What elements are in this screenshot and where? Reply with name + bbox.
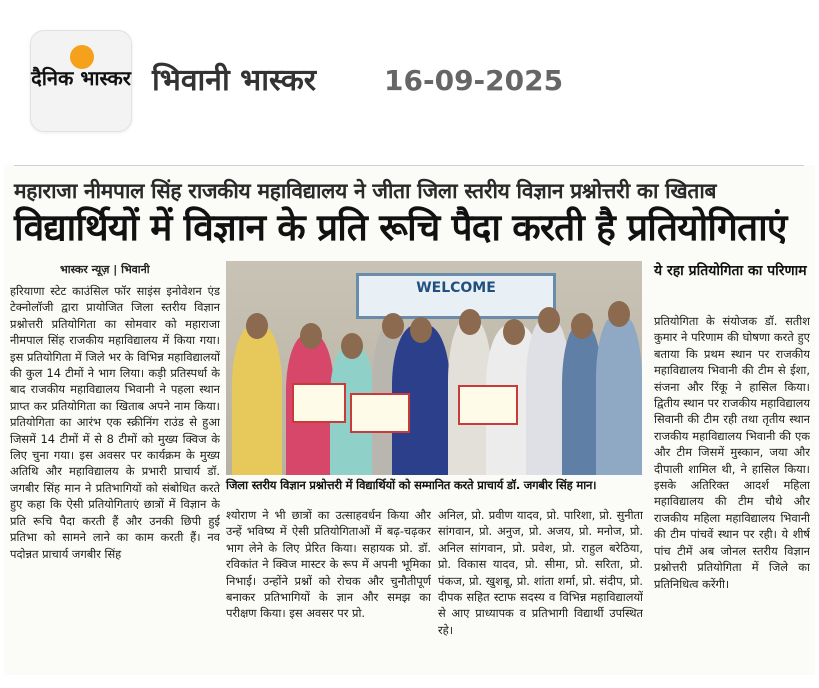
- certificate: [350, 393, 410, 433]
- certificate: [458, 385, 518, 425]
- person-head: [246, 313, 268, 339]
- certificate: [292, 383, 346, 423]
- article-column-4: प्रतियोगिता के संयोजक डॉ. सतीश कुमार ने परिणाम की घोषणा करते हुए बताया कि प्रथम स्थान पर राजकीय महाविद्यालय भिवानी की टीम से ईशा, संजना और रिंकू ने हासिल किया। द्वितीय स्थान पर राजकीय महाविद्यालय सिवानी की टीम रही तथा तृतीय स्थान राजकीय महाविद्यालय भिवानी की एक और टीम जिसमें मुस्कान, जया और दीपाली शामिल थी, ने हासिल किया। इसके अतिरिक्त आदर्श महिला महाविद्यालय की टीम चौथे और राजकीय महिला महाविद्यालय भिवानी की टीम पांचवें स्थान पर रही। ये शीर्ष पांच टीमें अब जोनल स्तरीय विज्ञान प्रश्नोत्तरी प्रतियोगिता में जिले का प्रतिनिधित्व करेंगी।: [654, 314, 810, 591]
- person-head: [538, 307, 560, 333]
- person-head: [459, 309, 481, 335]
- publication-date: 16-09-2025: [384, 64, 564, 97]
- person-head: [571, 313, 593, 339]
- person-head: [341, 333, 363, 359]
- article-column-1: हरियाणा स्टेट काउंसिल फॉर साइंस इनोवेशन एंड टेक्नोलॉजी द्वारा प्रायोजित जिला स्तरीय विज्ञान प्रश्नोत्तरी प्रतियोगिता का सोमवार को महाराजा नीमपाल सिंह राजकीय महाविद्यालय में किया गया। इस प्रतियोगिता में जिले भर के विभिन्न महाविद्यालयों की कुल 14 टीमों ने भाग लिया। कड़ी प्रतिस्पर्धा के बाद राजकीय महाविद्यालय भिवानी ने पहला स्थान प्राप्त कर प्रतियोगिता का खिताब अपने नाम किया। प्रतियोगिता का आरंभ एक स्क्रीनिंग राउंड से हुआ जिसमें 14 टीमों में से 8 टीमों को मुख्य क्विज के लिए चुना गया। इस अवसर पर कार्यक्रम के मुख्य अतिथि और महाविद्यालय के प्रभारी प्राचार्य डॉ. जगबीर सिंह मान ने प्रतिभागियों को संबोधित करते हुए कहा कि ऐसी प्रतियोगिताएं छात्रों में विज्ञान के प्रति रूचि पैदा करती हैं और उनकी छिपी हुई प्रतिभा को सामने लाने का काम करती हैं। नव पदोन्नत प्राचार्य जगबीर सिंह: [10, 284, 220, 561]
- person-head: [300, 323, 322, 349]
- news-photo: [226, 261, 642, 475]
- article-column-2: श्योराण ने भी छात्रों का उत्साहवर्धन किया और उन्हें भविष्य में ऐसी प्रतियोगिताओं में बढ़-चढ़कर भाग लेने के लिए प्रेरित किया। सहायक प्रो. डॉ. रविकांत ने क्विज मास्टर के रूप में अपनी भूमिका निभाई। उन्होंने प्रश्नों को रोचक और चुनौतीपूर्ण बनाकर प्रतिभागियों के ज्ञान और समझ का परीक्षण किया। इस अवसर पर प्रो.: [226, 508, 431, 621]
- person-figure: [596, 315, 642, 475]
- kicker-headline: महाराजा नीमपाल सिंह राजकीय महाविद्यालय ने जीता जिला स्तरीय विज्ञान प्रश्नोत्तरी का खिताब: [14, 179, 717, 203]
- person-head: [608, 301, 630, 327]
- banner-text: WELCOME: [416, 280, 496, 296]
- byline: भास्कर न्यूज़ | भिवानी: [60, 263, 150, 276]
- person-head: [410, 317, 432, 343]
- photo-caption: जिला स्तरीय विज्ञान प्रश्नोत्तरी में विद्यार्थियों को सम्मानित करते प्राचार्य डॉ. जगबीर सिंह मान।: [226, 478, 597, 492]
- top-rule: [14, 165, 804, 166]
- results-subheading: ये रहा प्रतियोगिता का परिणाम: [654, 263, 807, 279]
- publication-name: भिवानी भास्कर: [152, 63, 317, 98]
- news-clipping: [4, 165, 815, 675]
- person-head: [503, 319, 525, 345]
- person-figure: [232, 325, 282, 475]
- person-head: [382, 313, 404, 339]
- main-headline: विद्यार्थियों में विज्ञान के प्रति रूचि पैदा करती है प्रतियोगिताएं: [14, 206, 787, 249]
- article-column-3: अनिल, प्रो. प्रवीण यादव, प्रो. पारिशा, प्रो. सुनीता सांगवान, प्रो. अनुज, प्रो. अजय, प्रो. मनोज, प्रो. अनिल सांगवान, प्रो. प्रवेश, प्रो. राहुल बरेठिया, प्रो. विकास यादव, प्रो. सीमा, प्रो. सरिता, प्रो. पंकज, प्रो. खुशबू, प्रो. शांता शर्मा, प्रो. संदीप, प्रो. दीपक सहित स्टाफ सदस्य व विभिन्न महाविद्यालयों से आए प्राध्यापक व प्रतिभागी विद्यार्थी उपस्थित रहे।: [438, 508, 643, 637]
- welcome-banner: [356, 273, 556, 319]
- logo-text: दैनिक भास्कर: [31, 66, 131, 90]
- publication-logo: [30, 30, 132, 132]
